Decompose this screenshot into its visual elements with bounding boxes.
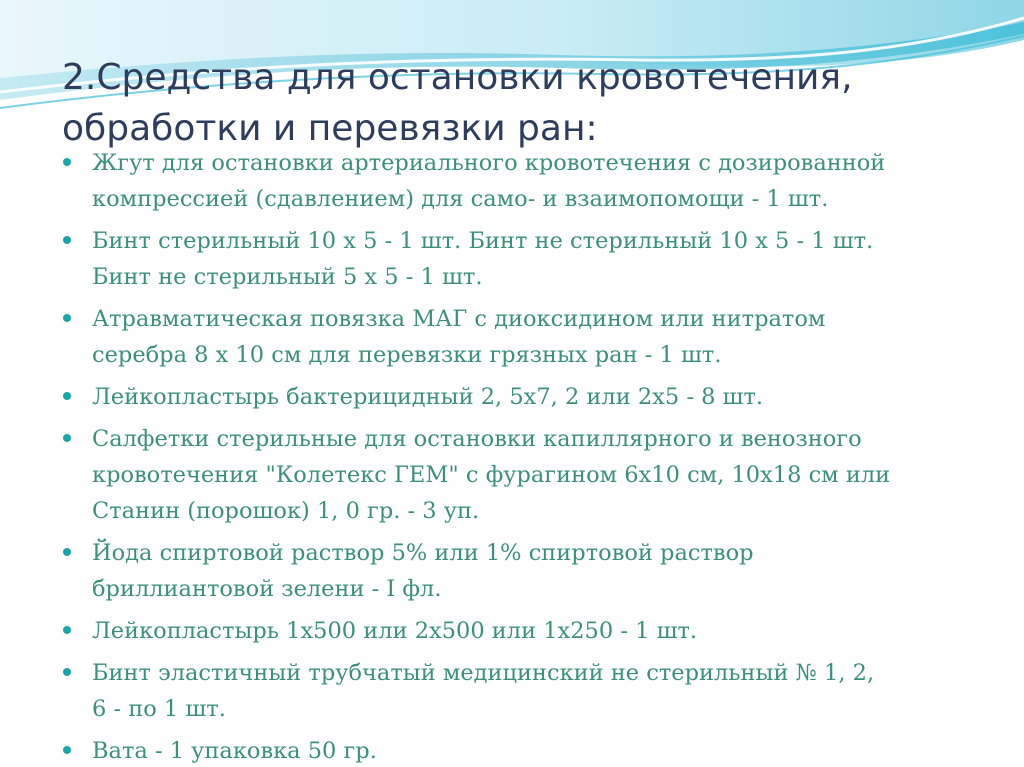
list-item-sterile-wipes [62, 421, 1002, 529]
slide-title [62, 52, 992, 154]
list-item-iodine-solution [62, 535, 1002, 607]
bullet-dot-icon [63, 548, 71, 556]
list-item-line: бриллиантовой зелени - I фл. [92, 576, 442, 602]
list-item-line: Лейкопластырь бактерицидный 2, 5х7, 2 или 2х5 - 8 шт. [92, 384, 764, 410]
bullet-dot-icon [63, 746, 71, 754]
list-item-atraumatic-dressing [62, 301, 1002, 373]
bullet-dot-icon [63, 236, 71, 244]
list-item-line: Йода спиртовой раствор 5% или 1% спиртовой раствор [92, 540, 754, 566]
list-item-line: Бинт стерильный 10 х 5 - 1 шт. Бинт не стерильный 10 х 5 - 1 шт. [92, 228, 874, 254]
list-item-line: компрессией (сдавлением) для само- и взаимопомощи - 1 шт. [92, 186, 829, 212]
list-item-line: Салфетки стерильные для остановки капиллярного и венозного [92, 426, 862, 452]
list-item-line: Атравматическая повязка МАГ с диоксидином или нитратом [92, 306, 826, 332]
list-item-line: Лейкопластырь 1х500 или 2х500 или 1х250 - 1 шт. [92, 618, 698, 644]
slide-title-line-2: обработки и перевязки ран: [62, 108, 598, 149]
list-item-line: Бинт эластичный трубчатый медицинский не стерильный № 1, 2, [92, 660, 875, 686]
list-item-bandages [62, 223, 1002, 295]
list-item-line: Станин (порошок) 1, 0 гр. - 3 уп. [92, 498, 480, 524]
bullet-list [62, 145, 1002, 767]
list-item-line: кровотечения "Колетекс ГЕМ" с фурагином 6х10 см, 10х18 см или [92, 462, 891, 488]
bullet-dot-icon [63, 158, 71, 166]
list-item-line: серебра 8 х 10 см для перевязки грязных ран - 1 шт. [92, 342, 722, 368]
bullet-dot-icon [63, 668, 71, 676]
bullet-dot-icon [63, 392, 71, 400]
list-item-line: 6 - по 1 шт. [92, 696, 226, 722]
list-item-line: Жгут для остановки артериального кровотечения с дозированной [92, 150, 886, 176]
list-item-elastic-bandage [62, 655, 1002, 727]
slide-title-line-1: 2.Средства для остановки кровотечения, [62, 57, 853, 98]
list-item-line: Вата - 1 упаковка 50 гр. [92, 738, 377, 764]
list-item-line: Бинт не стерильный 5 х 5 - 1 шт. [92, 264, 483, 290]
list-item-tourniquet [62, 145, 1002, 217]
bullet-dot-icon [63, 434, 71, 442]
list-item-bactericidal-plaster [62, 379, 1002, 415]
bullet-dot-icon [63, 314, 71, 322]
list-item-cotton-wool [62, 733, 1002, 767]
list-item-adhesive-plaster [62, 613, 1002, 649]
bullet-dot-icon [63, 626, 71, 634]
